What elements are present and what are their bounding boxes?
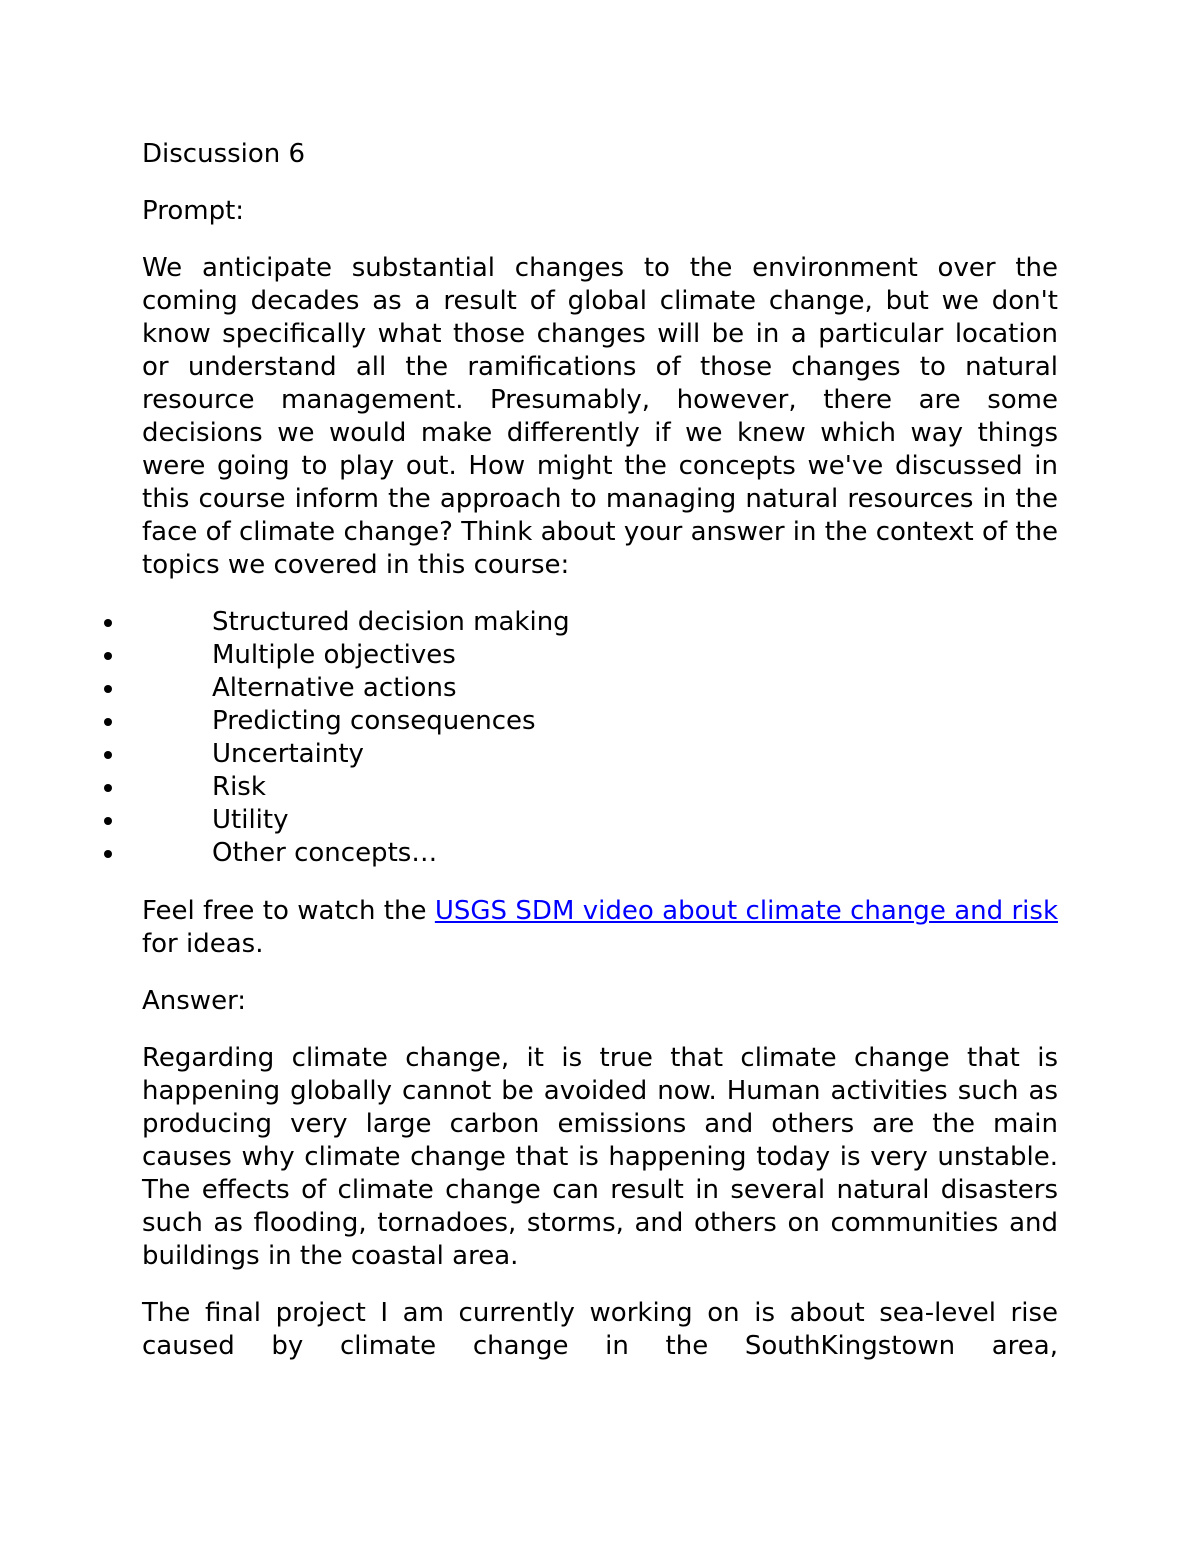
answer-paragraph-1: Regarding climate change, it is true that climate change that is happening globally cannot be avoided now. Human activities such as producing very large carbon emissions and others are the main causes why climate change that is happening today is very unstable. The effects of climate change can result in several natural disasters such as flooding, tornadoes, storms, and others on communities and buildings in the coastal area. [142,1043,1058,1271]
list-item: Structured decision making [0,606,916,639]
document-page [142,138,1058,1387]
bullet-icon [104,784,112,792]
bullet-icon [104,718,112,726]
bullet-icon [104,850,112,858]
bullet-icon [104,817,112,825]
prompt-text: We anticipate substantial changes to the environment over the coming decades as a result of global climate change, but we don't know specifically what those changes will be in a particular location or understand all the ramifications of those changes to natural resource management. Presumably, however, there are some decisions we would make differently if we knew which way things were going to play out. How might the concepts we've discussed in this course inform the approach to managing natural resources in the face of climate change? Think about your answer in the context of the topics we covered in this course: [142,253,1058,580]
bullet-icon [104,619,112,627]
answer-paragraph-2: The final project I am currently working on is about sea-level rise caused by climate change in the SouthKingstown area, [142,1298,1058,1361]
video-paragraph: Feel free to watch the USGS SDM video about climate change and risk for ideas. [142,896,1058,959]
bullet-icon [104,685,112,693]
list-item: Uncertainty [0,738,916,771]
bullet-icon [104,652,112,660]
prompt-label: Prompt: [142,196,245,226]
bullet-icon [104,751,112,759]
list-item: Alternative actions [0,672,916,705]
video-link[interactable]: USGS SDM video about climate change and risk [434,896,1058,926]
list-item: Utility [0,804,916,837]
list-item: Other concepts… [0,837,916,870]
list-item: Risk [0,771,916,804]
document-title: Discussion 6 [142,139,306,169]
list-item: Multiple objectives [0,639,916,672]
topics-list [0,606,916,870]
answer-label: Answer: [142,986,247,1016]
list-item: Predicting consequences [0,705,916,738]
